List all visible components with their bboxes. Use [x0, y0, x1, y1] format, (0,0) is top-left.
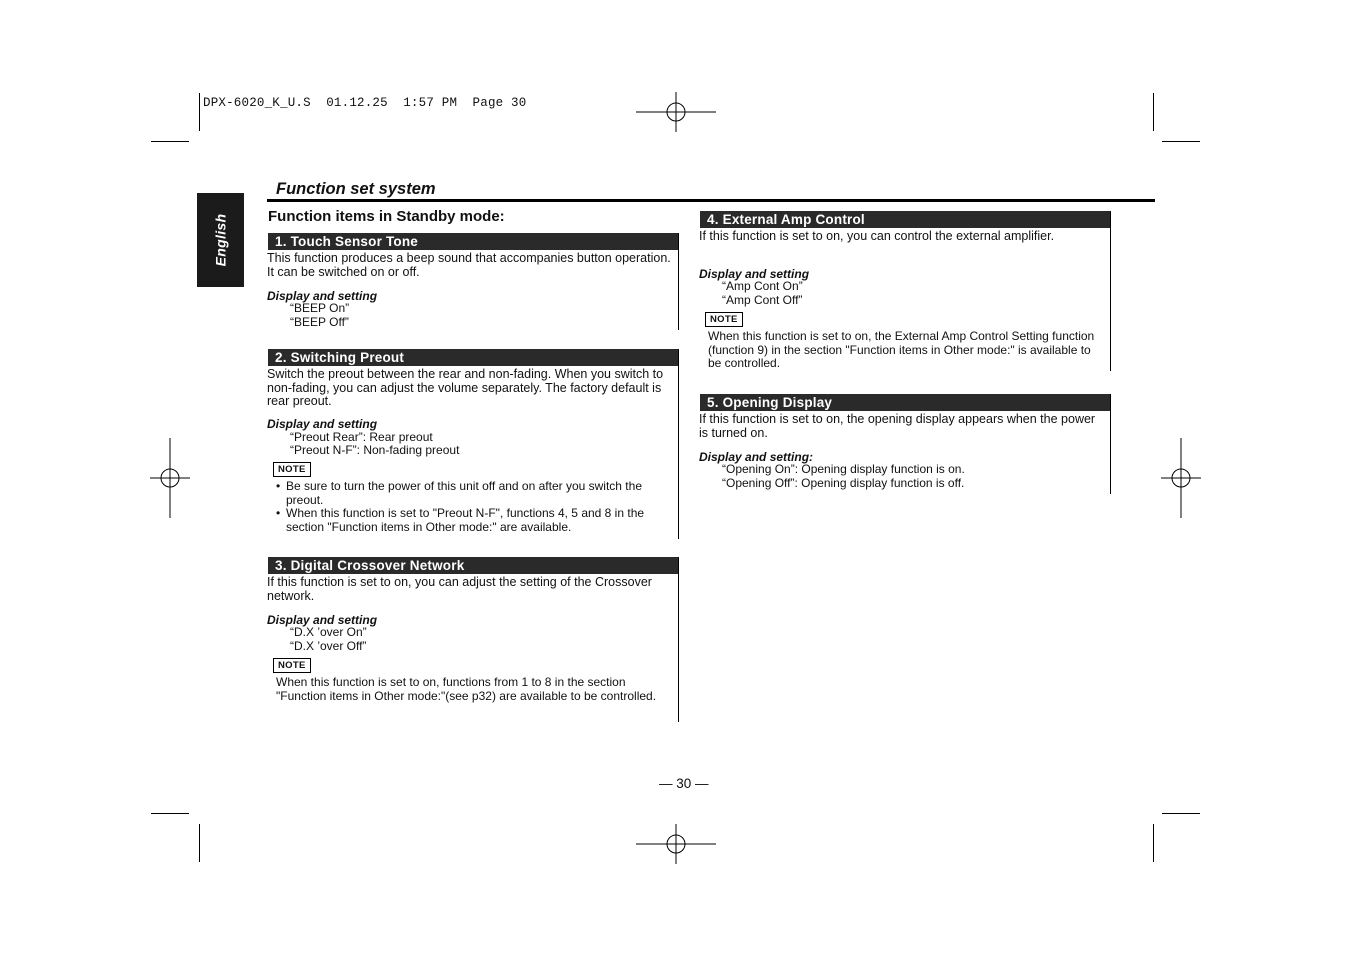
crop-mark: [151, 141, 189, 142]
note-badge: NOTE: [273, 658, 311, 673]
section-body: This function produces a beep sound that accompanies button operation. It can be switched on or off.: [267, 251, 671, 279]
setting-option: “D.X ’over Off”: [290, 639, 367, 653]
language-tab-label: English: [212, 213, 229, 267]
setting-option: “Opening Off”: Opening display function is off.: [722, 476, 965, 490]
registration-mark-icon: [150, 438, 190, 518]
registration-mark-icon: [636, 92, 716, 132]
setting-option: “Amp Cont On”: [722, 279, 803, 293]
setting-option: “BEEP On”: [290, 301, 350, 315]
section-subtitle: Function items in Standby mode:: [268, 208, 505, 225]
setting-option: “Opening On”: Opening display function is on.: [722, 462, 965, 476]
registration-mark-icon: [1161, 438, 1201, 518]
note-item: • Be sure to turn the power of this unit off and on after you switch the preout.: [275, 480, 670, 507]
crop-mark: [1162, 141, 1200, 142]
note-text: When this function is set to on, the External Amp Control Setting function (function 9) in the section "Function items in Other mode:" is available to be controlled.: [708, 329, 1095, 370]
display-setting-label: Display and setting: [267, 417, 378, 431]
page-title: Function set system: [276, 180, 436, 198]
note-badge: NOTE: [705, 312, 743, 327]
section-body: If this function is set to on, you can adjust the setting of the Crossover network.: [267, 575, 652, 603]
crop-mark: [199, 824, 200, 862]
setting-option: “D.X ’over On”: [290, 625, 367, 639]
section-border: [678, 349, 679, 539]
display-setting-label: Display and setting: [699, 267, 810, 281]
language-tab: [197, 193, 244, 287]
display-setting-label: Display and setting: [267, 613, 378, 627]
section-border: [678, 233, 679, 330]
section-header-digital-crossover-network: 3. Digital Crossover Network: [268, 557, 679, 574]
note-badge: NOTE: [273, 462, 311, 477]
crop-mark: [151, 813, 189, 814]
section-body: Switch the preout between the rear and non-fading. When you switch to non-fading, you can adjust the volume separately. The factory default is rear preout.: [267, 367, 664, 408]
crop-mark: [1153, 93, 1154, 131]
section-header-external-amp-control: 4. External Amp Control: [700, 211, 1111, 228]
setting-option: “Preout Rear”: Rear preout: [290, 430, 433, 444]
crop-mark: [1162, 813, 1200, 814]
crop-mark: [199, 93, 200, 131]
section-body: If this function is set to on, the opening display appears when the power is turned on.: [699, 412, 1096, 440]
section-header-opening-display: 5. Opening Display: [700, 394, 1111, 411]
setting-option: “Amp Cont Off”: [722, 293, 803, 307]
setting-option: “BEEP Off”: [290, 315, 349, 329]
page-number: — 30 —: [659, 776, 709, 791]
section-border: [1110, 394, 1111, 494]
setting-option: “Preout N-F”: Non-fading preout: [290, 443, 460, 457]
note-text: When this function is set to on, functions from 1 to 8 in the section "Function items in Other mode:"(see p32) are available to be controlled.: [276, 675, 657, 703]
crop-mark: [1153, 824, 1154, 862]
section-border: [678, 557, 679, 722]
display-setting-label: Display and setting:: [699, 450, 814, 464]
print-header: DPX-6020_K_U.S 01.12.25 1:57 PM Page 30: [203, 96, 527, 110]
title-rule: [267, 199, 1155, 202]
section-header-touch-sensor-tone: 1. Touch Sensor Tone: [268, 233, 679, 250]
note-list: [275, 480, 670, 534]
section-body: If this function is set to on, you can control the external amplifier.: [699, 229, 1055, 243]
note-item: • When this function is set to "Preout N-F", functions 4, 5 and 8 in the section "Function items in Other mode:" are available.: [275, 507, 670, 534]
display-setting-label: Display and setting: [267, 289, 378, 303]
registration-mark-icon: [636, 824, 716, 864]
section-header-switching-preout: 2. Switching Preout: [268, 349, 679, 366]
section-border: [1110, 211, 1111, 371]
